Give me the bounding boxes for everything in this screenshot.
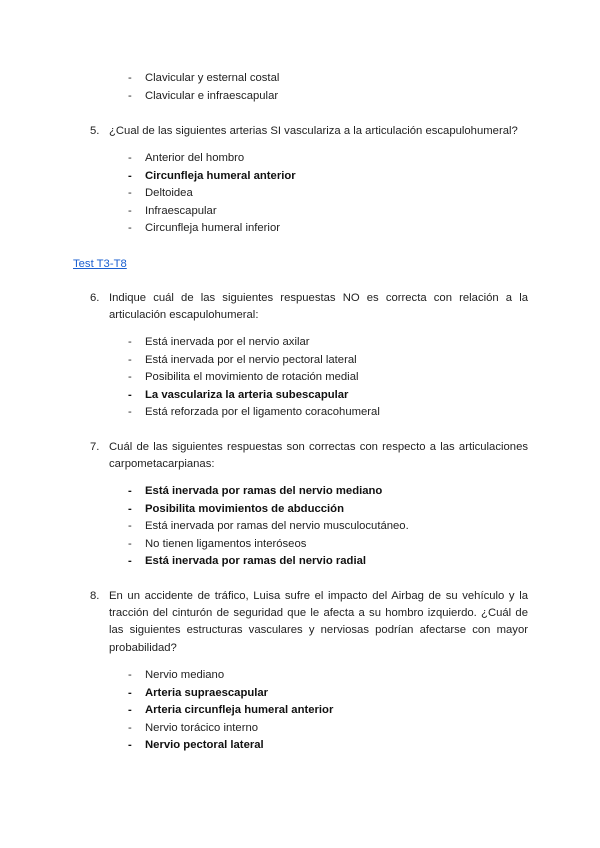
option-item-correct: - Arteria circunfleja humeral anterior — [128, 702, 333, 720]
previous-question-options — [128, 70, 279, 105]
option-item-correct: - Está inervada por ramas del nervio mediano — [128, 483, 409, 501]
option-item: - No tienen ligamentos interóseos — [128, 536, 409, 554]
option-item: - Clavicular e infraescapular — [128, 88, 279, 106]
question-6 — [90, 290, 528, 324]
question-text: En un accidente de tráfico, Luisa sufre el impacto del Airbag de su vehículo y la tracción del cinturón de seguridad que le afecta a su hombro izquierdo. ¿Cuál de las siguientes estructuras vasculares y nerviosas podrían afectarse con mayor probabilidad? — [109, 590, 528, 654]
option-item-correct: - Posibilita movimientos de abducción — [128, 501, 409, 519]
question-5 — [90, 123, 528, 140]
section-link-test-t3-t8[interactable]: Test T3-T8 — [73, 258, 127, 270]
option-item: - Circunfleja humeral inferior — [128, 220, 296, 238]
option-item: - Nervio mediano — [128, 667, 333, 685]
option-item: - Clavicular y esternal costal — [128, 70, 279, 88]
option-item-correct: - Está inervada por ramas del nervio radial — [128, 553, 409, 571]
option-item: - Deltoidea — [128, 185, 296, 203]
option-item: - Está reforzada por el ligamento coracohumeral — [128, 404, 380, 422]
option-item: - Posibilita el movimiento de rotación medial — [128, 369, 380, 387]
question-number: 6. — [90, 292, 100, 304]
question-text: Cuál de las siguientes respuestas son correctas con respecto a las articulaciones carpometacarpianas: — [109, 441, 528, 471]
option-item: - Está inervada por el nervio pectoral lateral — [128, 352, 380, 370]
option-item: - Está inervada por el nervio axilar — [128, 334, 380, 352]
question-8-options — [128, 667, 333, 755]
option-item: - Nervio torácico interno — [128, 720, 333, 738]
question-8 — [90, 588, 528, 657]
question-7-options — [128, 483, 409, 571]
option-item-correct: - Nervio pectoral lateral — [128, 737, 333, 755]
option-item: - Infraescapular — [128, 203, 296, 221]
option-item-correct: - Arteria supraescapular — [128, 685, 333, 703]
option-item-correct: - La vasculariza la arteria subescapular — [128, 387, 380, 405]
question-number: 8. — [90, 590, 100, 602]
question-number: 5. — [90, 125, 100, 137]
question-text: Indique cuál de las siguientes respuestas NO es correcta con relación a la articulación escapulohumeral: — [109, 292, 528, 322]
question-5-options — [128, 150, 296, 238]
question-text: ¿Cual de las siguientes arterias SI vasculariza a la articulación escapulohumeral? — [109, 125, 518, 137]
option-item: - Anterior del hombro — [128, 150, 296, 168]
question-7 — [90, 439, 528, 473]
option-item-correct: - Circunfleja humeral anterior — [128, 168, 296, 186]
option-item: - Está inervada por ramas del nervio musculocutáneo. — [128, 518, 409, 536]
question-number: 7. — [90, 441, 100, 453]
question-6-options — [128, 334, 380, 422]
